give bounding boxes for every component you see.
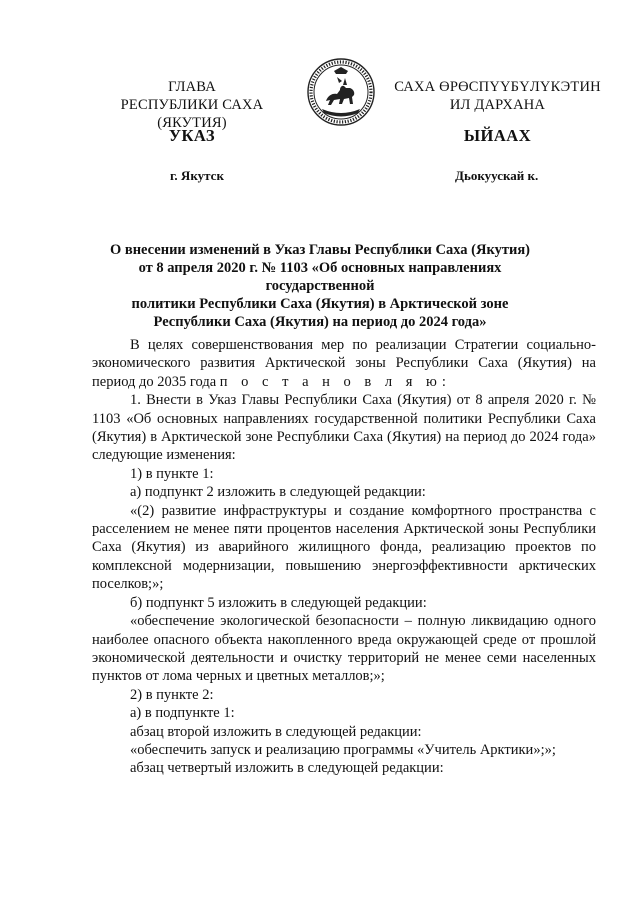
body-paragraph: абзац четвертый изложить в следующей редакции:: [130, 760, 444, 777]
city-sah: Дьокуускай к.: [455, 168, 539, 183]
body-paragraph: 1. Внести в Указ Главы Республики Саха (Якутия) от 8 апреля 2020 г. № 1103 «Об основных направлениях государственной политики Республики Саха (Якутия) в Арктической зоне Республики Саха (Якутия) на период до 2024 года» следующие изменения:: [92, 392, 596, 464]
heading-line: от 8 апреля 2020 г. № 1103 «Об основных направлениях государственной: [138, 260, 502, 294]
header-right-org: [390, 78, 605, 114]
body-paragraph: а) в подпункте 1:: [130, 705, 235, 722]
header-left-org: [92, 78, 292, 132]
body-paragraph: а) подпункт 2 изложить в следующей редакции:: [130, 484, 426, 501]
city-ru: г. Якутск: [170, 168, 224, 183]
header-right-org-line1: САХА ӨРӨСПҮҮБҮЛҮКЭТИН: [394, 79, 601, 95]
doc-type-ru: УКАЗ: [168, 126, 216, 145]
body-paragraph: б) подпункт 5 изложить в следующей редакции:: [130, 594, 427, 611]
body-paragraph: «обеспечение экологической безопасности – полную ликвидацию одного наиболее опасного объекта накопленного вреда окружающей среде от прошлой экономической деятельности и очистку территорий не менее семи населенных пунктов от лома черных и цветных металлов;»;: [92, 613, 596, 685]
heading-line: Республики Саха (Якутия) на период до 2024 года»: [153, 314, 487, 330]
doc-type-sah: ЫЙААХ: [463, 126, 532, 145]
heading-line: политики Республики Саха (Якутия) в Арктической зоне: [131, 296, 509, 312]
document-body: [92, 336, 596, 778]
header-left-org-line1: ГЛАВА: [168, 79, 216, 95]
heading-line: О внесении изменений в Указ Главы Республики Саха (Якутия): [109, 242, 531, 258]
preamble-text: В целях совершенствования мер по реализации Стратегии социально-экономического развития Арктической зоны Республики Саха (Якутия) на период до 2035 года: [92, 337, 596, 390]
preamble-verb: п о с т а н о в л я ю:: [219, 373, 451, 390]
document-heading: [92, 241, 548, 331]
body-paragraph: 1) в пункте 1:: [130, 465, 214, 482]
header-right-org-line2: ИЛ ДАРХАНА: [449, 97, 546, 113]
header-left-org-line2: РЕСПУБЛИКИ САХА (ЯКУТИЯ): [120, 97, 264, 131]
coat-of-arms-icon: [306, 57, 376, 127]
preamble-paragraph: [92, 336, 596, 391]
body-paragraph: 2) в пункте 2:: [130, 686, 214, 703]
body-paragraph: «(2) развитие инфраструктуры и создание комфортного пространства с расселением не менее пяти процентов населения Арктической зоны Республики Саха (Якутия) из аварийного жилищного фонда, реализацию проектов по комплексной модернизации, повышению энергоэффективности арктических поселков;»;: [92, 502, 596, 593]
body-paragraph: абзац второй изложить в следующей редакции:: [130, 723, 422, 740]
body-paragraph: «обеспечить запуск и реализацию программы «Учитель Арктики»;»;: [130, 741, 556, 758]
